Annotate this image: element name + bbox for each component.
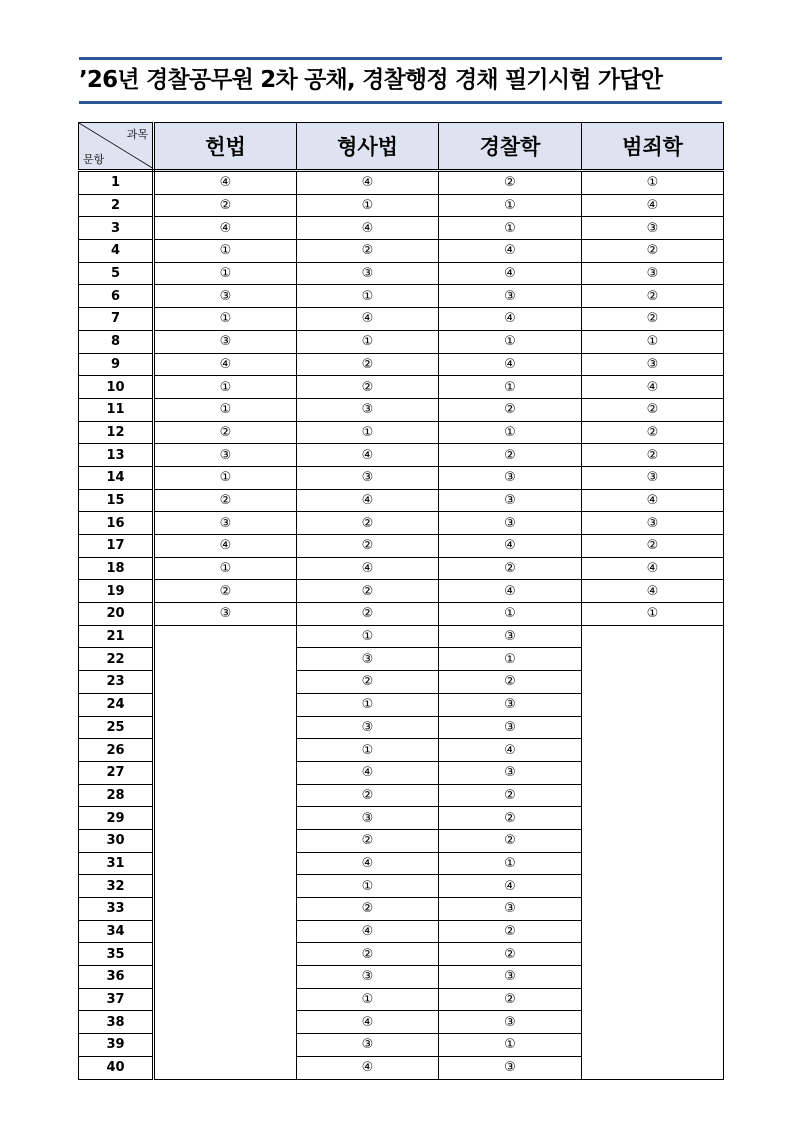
subject-header-police-science: 경찰학 xyxy=(439,123,582,171)
empty-cell xyxy=(154,625,297,1079)
answer-criminal-law: ① xyxy=(297,693,439,716)
subject-header-constitution: 헌법 xyxy=(154,123,297,171)
answer-criminology: ③ xyxy=(582,262,724,285)
answer-police-science: ② xyxy=(439,671,582,694)
question-number: 19 xyxy=(79,580,154,603)
answer-constitution: ② xyxy=(154,194,297,217)
table-row xyxy=(79,240,724,263)
question-number: 8 xyxy=(79,330,154,353)
answer-criminology: ① xyxy=(582,171,724,195)
answer-criminal-law: ② xyxy=(297,376,439,399)
answer-police-science: ④ xyxy=(439,353,582,376)
question-number: 24 xyxy=(79,693,154,716)
answer-criminal-law: ③ xyxy=(297,262,439,285)
question-number: 40 xyxy=(79,1056,154,1079)
question-number: 4 xyxy=(79,240,154,263)
answer-criminal-law: ③ xyxy=(297,648,439,671)
question-number: 22 xyxy=(79,648,154,671)
table-row xyxy=(79,262,724,285)
answer-criminology: ③ xyxy=(582,512,724,535)
answer-constitution: ③ xyxy=(154,330,297,353)
answer-criminology: ④ xyxy=(582,557,724,580)
answer-police-science: ③ xyxy=(439,489,582,512)
answer-criminal-law: ③ xyxy=(297,807,439,830)
question-number: 32 xyxy=(79,875,154,898)
table-row xyxy=(79,217,724,240)
answer-police-science: ① xyxy=(439,330,582,353)
answer-criminal-law: ② xyxy=(297,240,439,263)
answer-criminal-law: ② xyxy=(297,671,439,694)
question-number: 25 xyxy=(79,716,154,739)
question-number: 33 xyxy=(79,898,154,921)
table-row xyxy=(79,535,724,558)
question-number: 27 xyxy=(79,761,154,784)
answer-criminology: ② xyxy=(582,285,724,308)
table-row xyxy=(79,512,724,535)
header-row xyxy=(79,123,724,171)
answer-police-science: ③ xyxy=(439,898,582,921)
answer-constitution: ① xyxy=(154,262,297,285)
table-row xyxy=(79,603,724,626)
question-number: 18 xyxy=(79,557,154,580)
answer-constitution: ② xyxy=(154,580,297,603)
answer-criminology: ③ xyxy=(582,466,724,489)
answer-criminal-law: ④ xyxy=(297,308,439,331)
answer-criminal-law: ④ xyxy=(297,489,439,512)
answer-criminal-law: ① xyxy=(297,421,439,444)
corner-label-question: 문항 xyxy=(83,153,105,166)
answer-police-science: ② xyxy=(439,171,582,195)
answer-criminal-law: ① xyxy=(297,988,439,1011)
question-number: 2 xyxy=(79,194,154,217)
answer-constitution: ① xyxy=(154,466,297,489)
title-bottom-rule xyxy=(79,101,722,104)
answer-criminal-law: ③ xyxy=(297,966,439,989)
answer-criminal-law: ① xyxy=(297,285,439,308)
question-number: 6 xyxy=(79,285,154,308)
answer-criminal-law: ② xyxy=(297,943,439,966)
question-number: 3 xyxy=(79,217,154,240)
answer-police-science: ① xyxy=(439,648,582,671)
question-number: 15 xyxy=(79,489,154,512)
subject-header-criminal-law: 형사법 xyxy=(297,123,439,171)
table-row xyxy=(79,376,724,399)
answer-police-science: ④ xyxy=(439,535,582,558)
answer-police-science: ② xyxy=(439,398,582,421)
question-number: 26 xyxy=(79,739,154,762)
question-number: 1 xyxy=(79,171,154,195)
answer-criminal-law: ② xyxy=(297,535,439,558)
answer-police-science: ① xyxy=(439,1034,582,1057)
question-number: 38 xyxy=(79,1011,154,1034)
table-row xyxy=(79,308,724,331)
answer-criminology: ③ xyxy=(582,217,724,240)
answer-police-science: ③ xyxy=(439,1056,582,1079)
answer-criminal-law: ① xyxy=(297,625,439,648)
answer-criminal-law: ④ xyxy=(297,852,439,875)
answer-criminal-law: ④ xyxy=(297,920,439,943)
question-number: 30 xyxy=(79,829,154,852)
answer-police-science: ③ xyxy=(439,625,582,648)
answer-constitution: ③ xyxy=(154,512,297,535)
answer-constitution: ④ xyxy=(154,171,297,195)
question-number: 31 xyxy=(79,852,154,875)
answer-police-science: ④ xyxy=(439,875,582,898)
answer-constitution: ① xyxy=(154,376,297,399)
answer-police-science: ① xyxy=(439,852,582,875)
answer-criminal-law: ③ xyxy=(297,716,439,739)
question-number: 16 xyxy=(79,512,154,535)
question-number: 36 xyxy=(79,966,154,989)
answer-criminal-law: ② xyxy=(297,353,439,376)
answer-constitution: ④ xyxy=(154,353,297,376)
answer-police-science: ③ xyxy=(439,512,582,535)
answer-police-science: ④ xyxy=(439,739,582,762)
answer-criminology: ② xyxy=(582,308,724,331)
question-number: 12 xyxy=(79,421,154,444)
table-row xyxy=(79,171,724,195)
answer-police-science: ③ xyxy=(439,1011,582,1034)
answer-criminology: ② xyxy=(582,398,724,421)
table-row xyxy=(79,466,724,489)
answer-criminal-law: ④ xyxy=(297,761,439,784)
question-number: 35 xyxy=(79,943,154,966)
answer-police-science: ③ xyxy=(439,466,582,489)
answer-table xyxy=(78,122,724,1080)
answer-police-science: ① xyxy=(439,376,582,399)
answer-constitution: ④ xyxy=(154,217,297,240)
question-number: 34 xyxy=(79,920,154,943)
answer-police-science: ② xyxy=(439,943,582,966)
answer-criminal-law: ② xyxy=(297,784,439,807)
question-number: 39 xyxy=(79,1034,154,1057)
answer-criminology: ② xyxy=(582,421,724,444)
answer-police-science: ④ xyxy=(439,308,582,331)
question-number: 13 xyxy=(79,444,154,467)
answer-criminal-law: ④ xyxy=(297,217,439,240)
answer-criminology: ④ xyxy=(582,580,724,603)
answer-constitution: ③ xyxy=(154,444,297,467)
table-row xyxy=(79,353,724,376)
answer-police-science: ① xyxy=(439,603,582,626)
answer-criminology: ④ xyxy=(582,376,724,399)
answer-police-science: ② xyxy=(439,557,582,580)
answer-criminal-law: ④ xyxy=(297,171,439,195)
answer-criminology: ③ xyxy=(582,353,724,376)
answer-criminology: ④ xyxy=(582,194,724,217)
answer-police-science: ④ xyxy=(439,580,582,603)
question-number: 11 xyxy=(79,398,154,421)
answer-constitution: ④ xyxy=(154,535,297,558)
answer-criminology: ① xyxy=(582,603,724,626)
answer-criminal-law: ③ xyxy=(297,1034,439,1057)
answer-constitution: ② xyxy=(154,489,297,512)
answer-police-science: ① xyxy=(439,194,582,217)
answer-criminology: ② xyxy=(582,444,724,467)
answer-criminal-law: ④ xyxy=(297,1056,439,1079)
answer-criminal-law: ② xyxy=(297,580,439,603)
table-row xyxy=(79,421,724,444)
table-row xyxy=(79,330,724,353)
answer-table-body xyxy=(79,171,724,1080)
answer-criminal-law: ④ xyxy=(297,557,439,580)
table-row xyxy=(79,194,724,217)
answer-police-science: ③ xyxy=(439,285,582,308)
page-title: ’26년 경찰공무원 2차 공채, 경찰행정 경채 필기시험 가답안 xyxy=(79,67,663,93)
answer-constitution: ① xyxy=(154,308,297,331)
answer-criminal-law: ④ xyxy=(297,1011,439,1034)
answer-criminal-law: ① xyxy=(297,875,439,898)
table-row xyxy=(79,285,724,308)
corner-label-subject: 과목 xyxy=(126,128,148,141)
question-number: 20 xyxy=(79,603,154,626)
question-number: 17 xyxy=(79,535,154,558)
answer-criminal-law: ③ xyxy=(297,398,439,421)
answer-police-science: ② xyxy=(439,920,582,943)
answer-police-science: ② xyxy=(439,784,582,807)
answer-constitution: ① xyxy=(154,557,297,580)
answer-police-science: ② xyxy=(439,829,582,852)
answer-police-science: ① xyxy=(439,217,582,240)
answer-criminal-law: ② xyxy=(297,898,439,921)
answer-criminology: ④ xyxy=(582,489,724,512)
table-row xyxy=(79,398,724,421)
answer-criminology: ② xyxy=(582,535,724,558)
table-row xyxy=(79,625,724,648)
answer-criminal-law: ① xyxy=(297,739,439,762)
table-row xyxy=(79,580,724,603)
answer-criminal-law: ④ xyxy=(297,444,439,467)
answer-police-science: ① xyxy=(439,421,582,444)
answer-police-science: ② xyxy=(439,988,582,1011)
answer-police-science: ③ xyxy=(439,716,582,739)
question-number: 7 xyxy=(79,308,154,331)
answer-criminal-law: ② xyxy=(297,603,439,626)
question-number: 10 xyxy=(79,376,154,399)
answer-police-science: ③ xyxy=(439,966,582,989)
answer-criminology: ① xyxy=(582,330,724,353)
header-corner-cell xyxy=(79,123,154,171)
question-number: 5 xyxy=(79,262,154,285)
answer-police-science: ③ xyxy=(439,693,582,716)
table-row xyxy=(79,489,724,512)
question-number: 29 xyxy=(79,807,154,830)
subject-header-criminology: 범죄학 xyxy=(582,123,724,171)
answer-constitution: ① xyxy=(154,398,297,421)
answer-police-science: ③ xyxy=(439,761,582,784)
answer-police-science: ④ xyxy=(439,262,582,285)
answer-criminal-law: ② xyxy=(297,512,439,535)
answer-police-science: ② xyxy=(439,444,582,467)
question-number: 9 xyxy=(79,353,154,376)
answer-constitution: ③ xyxy=(154,603,297,626)
answer-criminal-law: ② xyxy=(297,829,439,852)
title-block xyxy=(79,57,722,104)
empty-cell xyxy=(582,625,724,1079)
answer-police-science: ④ xyxy=(439,240,582,263)
answer-criminal-law: ① xyxy=(297,330,439,353)
answer-criminal-law: ③ xyxy=(297,466,439,489)
question-number: 14 xyxy=(79,466,154,489)
answer-constitution: ① xyxy=(154,240,297,263)
table-row xyxy=(79,444,724,467)
table-row xyxy=(79,557,724,580)
answer-constitution: ③ xyxy=(154,285,297,308)
question-number: 37 xyxy=(79,988,154,1011)
question-number: 21 xyxy=(79,625,154,648)
answer-constitution: ② xyxy=(154,421,297,444)
answer-police-science: ② xyxy=(439,807,582,830)
question-number: 28 xyxy=(79,784,154,807)
answer-criminal-law: ① xyxy=(297,194,439,217)
answer-criminology: ② xyxy=(582,240,724,263)
question-number: 23 xyxy=(79,671,154,694)
